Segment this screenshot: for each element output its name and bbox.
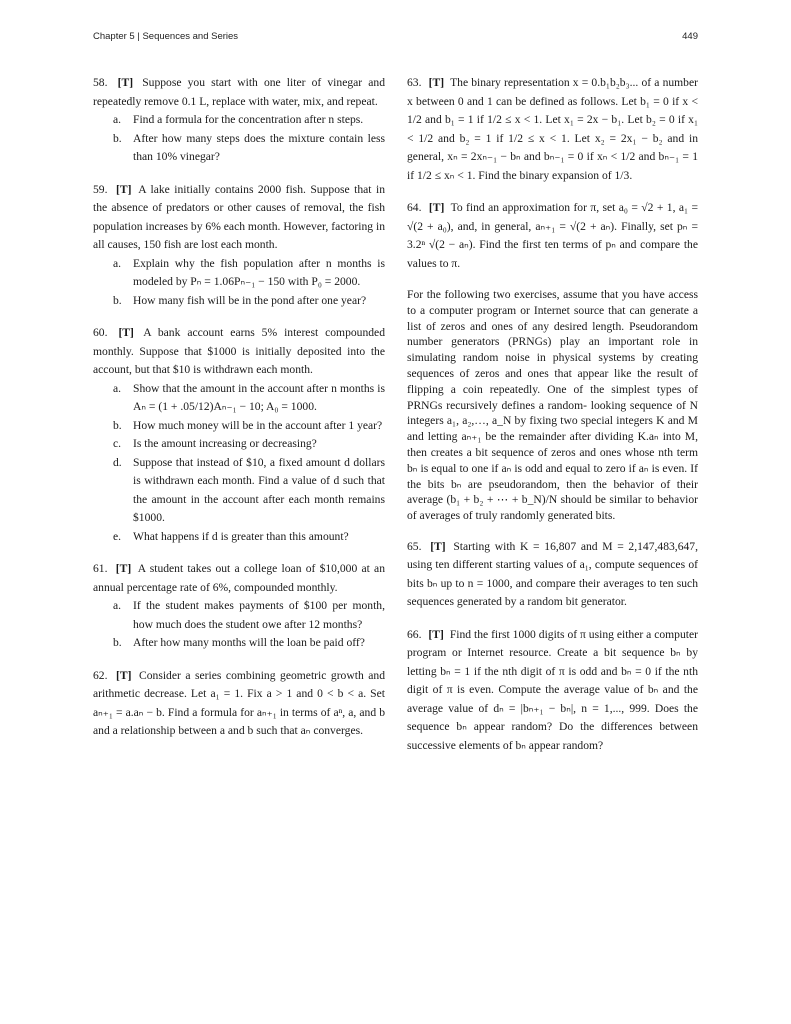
exercise-60 [93, 324, 385, 546]
exercise-text: A lake initially contains 2000 fish. Suppose that in the absence of predators or other causes of removal, the fish population increases by 6% each month. However, factoring in all causes, 150 fish are lost each month. [93, 182, 386, 251]
exercise-number: 62. [93, 668, 108, 682]
exercise-text: Consider a series combining geometric growth and arithmetic decrease. Let a₁ = 1. Fix a > 1 and 0 < b < a. Set aₙ₊₁ = a.aₙ − b. Find a formula for aₙ₊₁ in terms of aⁿ, a, and b and a relationship between a and b such that aₙ converges. [93, 668, 385, 737]
page-number: 449 [682, 31, 698, 42]
exercise-text: Find the first 1000 digits of π using either a computer program or Internet resource. Create a bit sequence bₙ by letting bₙ = 1 if the nth digit of π is odd and bₙ = 0 if the nth digit of π is even. Compute the average value of bₙ and the average value of dₙ = |bₙ₊₁ − bₙ|, n = 1,..., 999. Does the sequence bₙ appear random? Do the differences between successive elements of bₙ appear random? [407, 627, 698, 752]
exercise-text: Suppose you start with one liter of vinegar and repeatedly remove 0.1 L, replace with water, mix, and repeat. [93, 76, 385, 108]
exercise-65 [407, 538, 698, 612]
exercise-number: 65. [407, 539, 422, 553]
exercise-number: 63. [407, 76, 422, 89]
exercise-61 [93, 560, 385, 653]
exercise-number: 59. [93, 182, 108, 196]
exercise-64 [407, 199, 698, 273]
technology-tag: [T] [116, 668, 132, 682]
exercise-text: The binary representation x = 0.b₁b₂b₃... of a number x between 0 and 1 can be defined as follows. Let b₁ = 0 if x < 1/2 and b₁ = 1 if 1/2 ≤ x < 1. Let x₁ = 2x − b₁. Let b₂ = 0 if x₁ < 1/2 and b₂ = 1 if 1/2 ≤ x < 1. Let x₂ = 2x₁ − b₂ and in general, xₙ = 2xₙ₋₁ − bₙ and bₙ₋₁ = 0 if xₙ < 1/2 and bₙ₋₁ = 1 if 1/2 ≤ xₙ < 1. Find the binary expansion of 1/3. [407, 76, 698, 182]
technology-tag: [T] [117, 76, 134, 89]
exercise-59 [93, 181, 385, 311]
exercise-66 [407, 626, 698, 756]
left-column [93, 74, 385, 755]
exercise-part: b. How many fish will be in the pond after one year? [113, 293, 367, 307]
technology-tag: [T] [115, 562, 132, 575]
exercise-text: A bank account earns 5% interest compounded monthly. Suppose that $1000 is initially deposited into the account, but that $10 is withdrawn each month. [93, 326, 386, 376]
technology-tag: [T] [428, 627, 444, 641]
exercise-part: a. Show that the amount in the account after n months is Aₙ = (1 + .05/12)Aₙ₋₁ − 10; A₀ = 1000. [113, 381, 385, 413]
exercise-text: Starting with K = 16,807 and M = 2,147,483,647, using ten different starting values of a₁, compute sequences of bits bₙ up to n = 1000, and compare their averages to ten such sequences generated by a random bit generator. [407, 539, 698, 609]
exercise-number: 61. [93, 562, 108, 575]
technology-tag: [T] [118, 326, 134, 339]
exercise-number: 58. [93, 76, 108, 89]
exercise-part: e. What happens if d is greater than this amount? [113, 529, 349, 543]
exercise-number: 64. [407, 201, 422, 214]
exercise-part: b. After how many steps does the mixture contain less than 10% vinegar? [113, 131, 385, 163]
prng-intro-paragraph: For the following two exercises, assume that you have access to a computer program or Internet source that can generate a list of zeros and ones of any desired length. Pseudorandom number generators (PRNGs) play an important role in simulating random noise in physical systems by creating sequences of zeros and ones that appear like the result of flipping a coin repeatedly. One of the simplest types of PRNGs recursively defines a random- looking sequence of N integers a₁, a₂,…, a_N by fixing two special integers K and M and letting aₙ₊₁ be the remainder after dividing K.aₙ into M, then creates a bit sequence of zeros and ones whose nth term bₙ is equal to one if aₙ is odd and equal to zero if aₙ is even. If the bits bₙ are pseudorandom, then the behavior of their average (b₁ + b₂ + ⋯ + b_N)/N should be similar to behavior of averages of truly randomly generated bits. [407, 288, 699, 523]
exercise-number: 60. [93, 326, 108, 339]
exercise-part: a. Find a formula for the concentration after n steps. [113, 113, 364, 126]
exercise-number: 66. [407, 627, 422, 641]
exercise-text: A student takes out a college loan of $10,000 at an annual percentage rate of 6%, compounded monthly. [93, 562, 385, 594]
exercise-part: b. How much money will be in the account after 1 year? [113, 418, 383, 432]
exercise-part: a. If the student makes payments of $100 per month, how much does the student owe after 12 months? [113, 599, 385, 631]
exercise-62 [93, 667, 385, 741]
technology-tag: [T] [430, 539, 446, 553]
technology-tag: [T] [115, 182, 132, 196]
exercise-63 [407, 74, 698, 185]
chapter-title: Chapter 5 | Sequences and Series [93, 31, 239, 42]
technology-tag: [T] [428, 76, 445, 89]
exercise-part: d. Suppose that instead of $10, a fixed amount d dollars is withdrawn each month. Find a value of d such that the amount in the account after each month remains $1000. [113, 455, 385, 524]
exercise-text: To find an approximation for π, set a₀ = √2 + 1, a₁ = √(2 + a₀), and, in general, aₙ₊₁ = √(2 + aₙ). Finally, set pₙ = 3.2ⁿ √(2 − aₙ). Find the first ten terms of pₙ and compare the values to π. [407, 201, 698, 270]
exercise-part: c. Is the amount increasing or decreasing? [113, 437, 317, 450]
right-column [407, 74, 698, 769]
technology-tag: [T] [428, 201, 445, 214]
exercise-part: a. Explain why the fish population after n months is modeled by Pₙ = 1.06Pₙ₋₁ − 150 with P₀ = 2000. [113, 256, 385, 288]
exercise-58 [93, 74, 385, 167]
exercise-part: b. After how many months will the loan be paid off? [113, 636, 365, 649]
